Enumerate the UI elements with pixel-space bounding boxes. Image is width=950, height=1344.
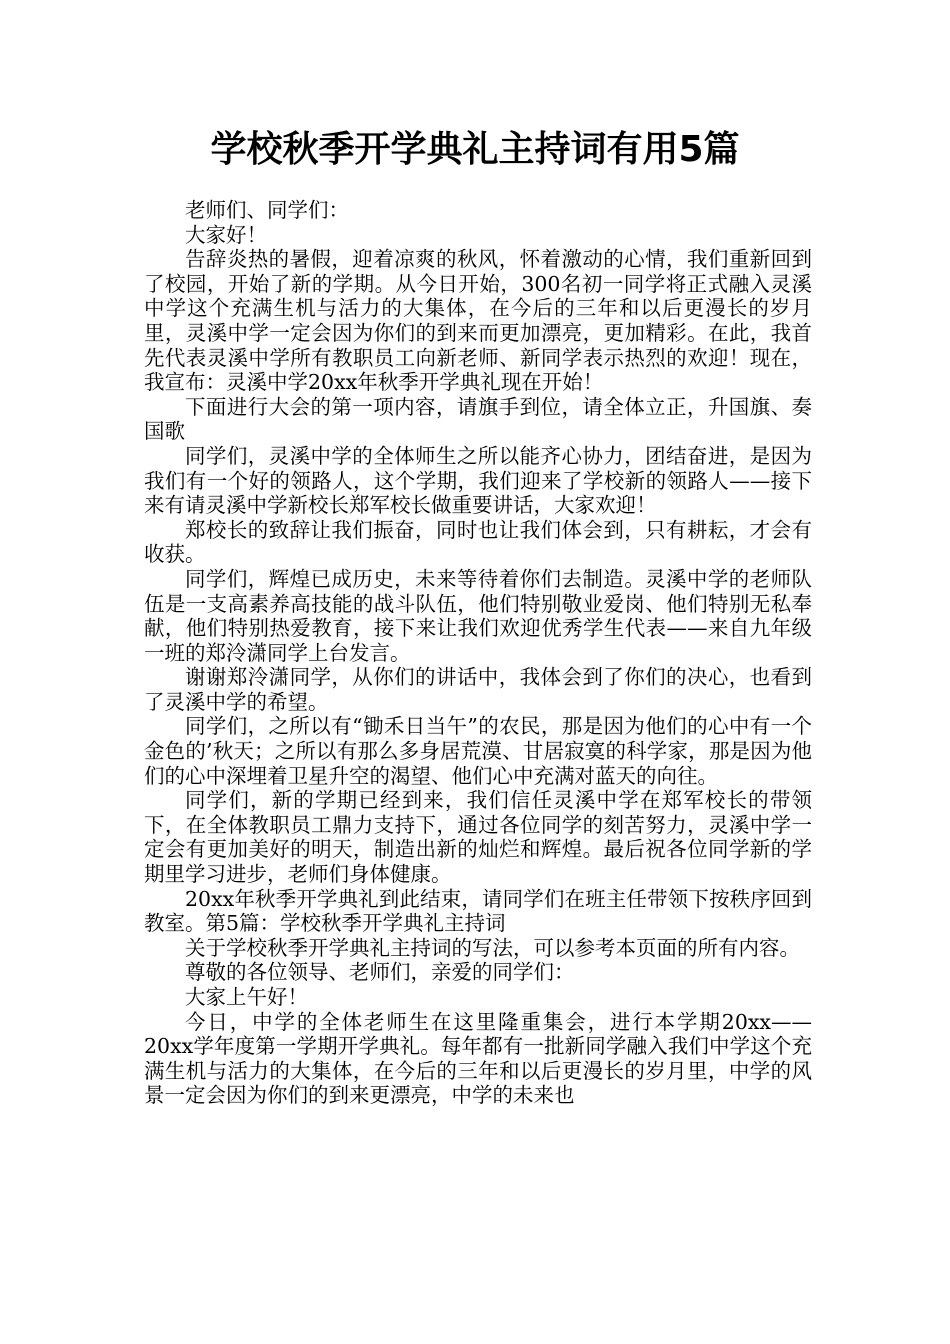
paragraph: 告辞炎热的暑假，迎着凉爽的秋风，怀着激动的心情，我们重新回到了校园，开始了新的学期。从今日开始，300名初一同学将正式融入灵溪中学这个充满生机与活力的大集体，在今后的三年和以后更漫长的岁月里，灵溪中学一定会因为你们的到来而更加漂亮，更加精彩。在此，我首先代表灵溪中学所有教职员工向新老师、新同学表示热烈的欢迎！现在，我宣布：灵溪中学20xx年秋季开学典礼现在开始！ xyxy=(144,247,812,395)
paragraph: 谢谢郑泠潇同学，从你们的讲话中，我体会到了你们的决心，也看到了灵溪中学的希望。 xyxy=(144,665,812,714)
paragraph: 同学们，新的学期已经到来，我们信任灵溪中学在郑军校长的带领下，在全体教职员工鼎力支持下，通过各位同学的刻苦努力，灵溪中学一定会有更加美好的明天，制造出新的灿烂和辉煌。最后祝各位同学新的学期里学习进步，老师们身体健康。 xyxy=(144,788,812,887)
paragraph: 郑校长的致辞让我们振奋，同时也让我们体会到，只有耕耘，才会有收获。 xyxy=(144,517,812,567)
paragraph: 同学们，灵溪中学的全体师生之所以能齐心协力，团结奋进，是因为我们有一个好的领路人，这个学期，我们迎来了学校新的领路人——接下来有请灵溪中学新校长郑军校长做重要讲话，大家欢迎！ xyxy=(144,443,812,518)
paragraph: 大家好！ xyxy=(185,222,267,247)
paragraph: 20xx年秋季开学典礼到此结束，请同学们在班主任带领下按秩序回到教室。第5篇：学校秋季开学典礼主持词 xyxy=(144,886,812,936)
paragraph: 尊敬的各位领导、老师们，亲爱的同学们： xyxy=(185,960,575,985)
document-body xyxy=(144,198,812,1108)
paragraph: 同学们，之所以有“锄禾日当午”的农民，那是因为他们的心中有一个金色的’秋天；之所以有那么多身居荒漠、甘居寂寞的科学家，那是因为他们的心中深埋着卫星升空的渴望、他们心中充满对蓝天的向往。 xyxy=(144,714,812,788)
paragraph: 关于学校秋季开学典礼主持词的写法，可以参考本页面的所有内容。 xyxy=(185,935,800,960)
paragraph: 下面进行大会的第一项内容，请旗手到位，请全体立正，升国旗、奏国歌 xyxy=(144,394,812,444)
paragraph: 今日，中学的全体老师生在这里隆重集会，进行本学期20xx——20xx学年度第一学期开学典礼。每年都有一批新同学融入我们中学这个充满生机与活力的大集体，在今后的三年和以后更漫长的岁月里，中学的风景一定会因为你们的到来更漂亮，中学的未来也 xyxy=(144,1009,812,1108)
paragraph: 同学们，辉煌已成历史，未来等待着你们去制造。灵溪中学的老师队伍是一支高素养高技能的战斗队伍，他们特别敬业爱岗、他们特别无私奉献，他们特别热爱教育，接下来让我们欢迎优秀学生代表——来自九年级一班的郑泠潇同学上台发言。 xyxy=(144,566,812,665)
document-title: 学校秋季开学典礼主持词有用5篇 xyxy=(210,129,740,170)
paragraph: 大家上午好！ xyxy=(185,985,308,1009)
paragraph: 老师们、同学们： xyxy=(185,198,349,222)
